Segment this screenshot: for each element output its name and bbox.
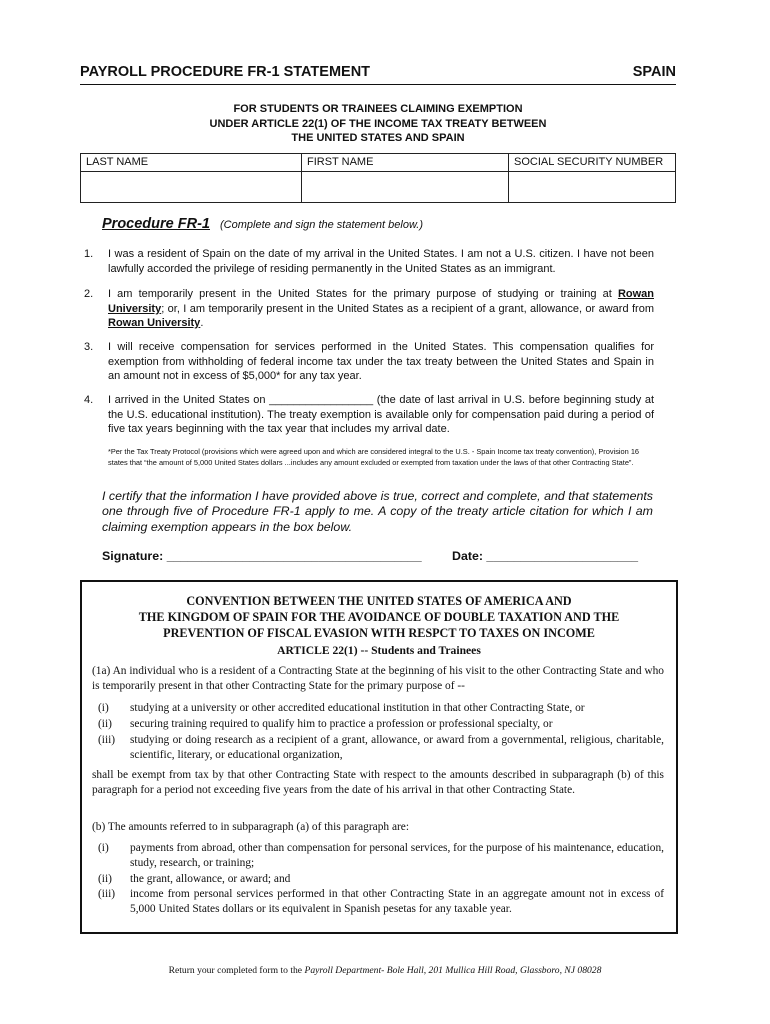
treaty-box	[80, 580, 678, 934]
statement-item	[84, 287, 654, 331]
first-name-label: FIRST NAME	[302, 154, 509, 172]
item-number: 2.	[84, 288, 94, 300]
statement-item	[84, 340, 654, 384]
identity-table	[80, 153, 676, 203]
list-item: (iii) income from personal services performed in that other Contracting State in an aggregate amount not in excess of 5,000 United States dollars or its equivalent in Spanish pesetas for any taxable year.	[98, 888, 664, 916]
paragraph-exemption: shall be exempt from tax by that other Contracting State with respect to the amounts described in subparagraph (b) of this paragraph for a period not exceeding five years from the date of his arrival in that other Contracting State.	[92, 769, 664, 797]
item-number: 4.	[84, 394, 94, 406]
country-label: SPAIN	[632, 64, 676, 80]
item-text: I was a resident of Spain on the date of my arrival in the United States. I am not a U.S. citizen. I have not been lawfully accorded the privilege of residing permanently in the United States as an immigrant.	[108, 248, 654, 275]
procedure-heading	[102, 216, 423, 232]
statement-item	[84, 393, 654, 437]
list-item: (iii) studying or doing research as a recipient of a grant, allowance, or award from a governmental, religious, charitable, scientific, literary, or educational organization,	[98, 734, 664, 762]
procedure-note: (Complete and sign the statement below.)	[220, 219, 424, 231]
paragraph-b: (b) The amounts referred to in subparagraph (a) of this paragraph are:	[92, 821, 410, 833]
footnote: *Per the Tax Treaty Protocol (provisions which were agreed upon and which are considered integral to the U.S. - Spain Income tax treaty convention), Provision 16 states that “the amount of 5,000 United States dollars ...includes any amount excluded or exempted from taxation under the laws of that other Contracting State”.	[108, 447, 640, 467]
subtitle-line: FOR STUDENTS OR TRAINEES CLAIMING EXEMPTION	[233, 103, 523, 115]
form-subtitle	[80, 102, 676, 146]
statement-item	[84, 247, 654, 276]
item-text: I arrived in the United States on _________________ (the date of last arrival in U.S. before beginning study at the U.S. educational institution). The treaty exemption is available only for compensation paid during a period of five tax years beginning with the tax year that includes my arrival date.	[108, 394, 654, 436]
ssn-field[interactable]	[509, 172, 676, 203]
list-item: (ii) the grant, allowance, or award; and	[98, 873, 291, 885]
paragraph-1a: (1a) An individual who is a resident of a Contracting State at the beginning of his visit to the other Contracting State and who is temporarily present in that other Contracting State for the primary purpose of --	[92, 665, 664, 693]
list-item: (ii) securing training required to qualify him to practice a profession or professional specialty, or	[98, 718, 553, 730]
treaty-title: CONVENTION BETWEEN THE UNITED STATES OF AMERICA AND THE KINGDOM OF SPAIN FOR THE AVOIDANCE OF DOUBLE TAXATION AND THE PREVENTION OF FISCAL EVASION WITH RESPCT TO TAXES ON INCOME	[138, 594, 620, 640]
payroll-address: Payroll Department- Bole Hall, 201 Mullica Hill Road, Glassboro, NJ 08028	[304, 965, 602, 976]
subtitle-line: THE UNITED STATES AND SPAIN	[291, 132, 465, 144]
item-number: 1.	[84, 248, 94, 260]
item-text: I will receive compensation for services performed in the United States. This compensation qualifies for exemption from withholding of federal income tax under the tax treaty between the United States and Spain in an amount not in excess of $5,000* for any tax year.	[108, 341, 654, 383]
list-item: (i) studying at a university or other accredited educational institution in that other Contracting State, or	[98, 702, 585, 714]
form-title: PAYROLL PROCEDURE FR-1 STATEMENT	[80, 64, 371, 80]
item-text: I am temporarily present in the United States for the primary purpose of studying or training at Rowan University; or, I am temporarily present in the United States as a recipient of a grant, allowance, or award from Rowan University.	[108, 288, 654, 330]
signature-line[interactable]: Signature: _____________________________________	[102, 549, 422, 563]
article-heading: ARTICLE 22(1) -- Students and Trainees	[277, 644, 481, 657]
date-line[interactable]: Date: ______________________	[452, 549, 639, 563]
last-name-field[interactable]	[81, 172, 302, 203]
return-instructions: Return your completed form to the Payroll Department- Bole Hall, 201 Mullica Hill Road, Glassboro, NJ 08028	[168, 965, 602, 976]
first-name-field[interactable]	[302, 172, 509, 203]
subtitle-line: UNDER ARTICLE 22(1) OF THE INCOME TAX TREATY BETWEEN	[209, 117, 547, 130]
university-name: Rowan University	[108, 317, 201, 330]
certification-statement: I certify that the information I have provided above is true, correct and complete, and that statements one through five of Procedure FR-1 apply to me. A copy of the treaty article citation for which I am claiming exemption appears in the box below.	[102, 489, 653, 534]
procedure-title: Procedure FR-1	[102, 216, 210, 232]
form-header	[80, 64, 676, 85]
list-item: (i) payments from abroad, other than compensation for personal services, for the purpose of his maintenance, education, study, research, or training;	[98, 842, 664, 870]
item-number: 3.	[84, 341, 94, 353]
last-name-label: LAST NAME	[81, 154, 302, 172]
university-name: Rowan University	[108, 288, 654, 315]
ssn-label: SOCIAL SECURITY NUMBER	[509, 154, 676, 172]
